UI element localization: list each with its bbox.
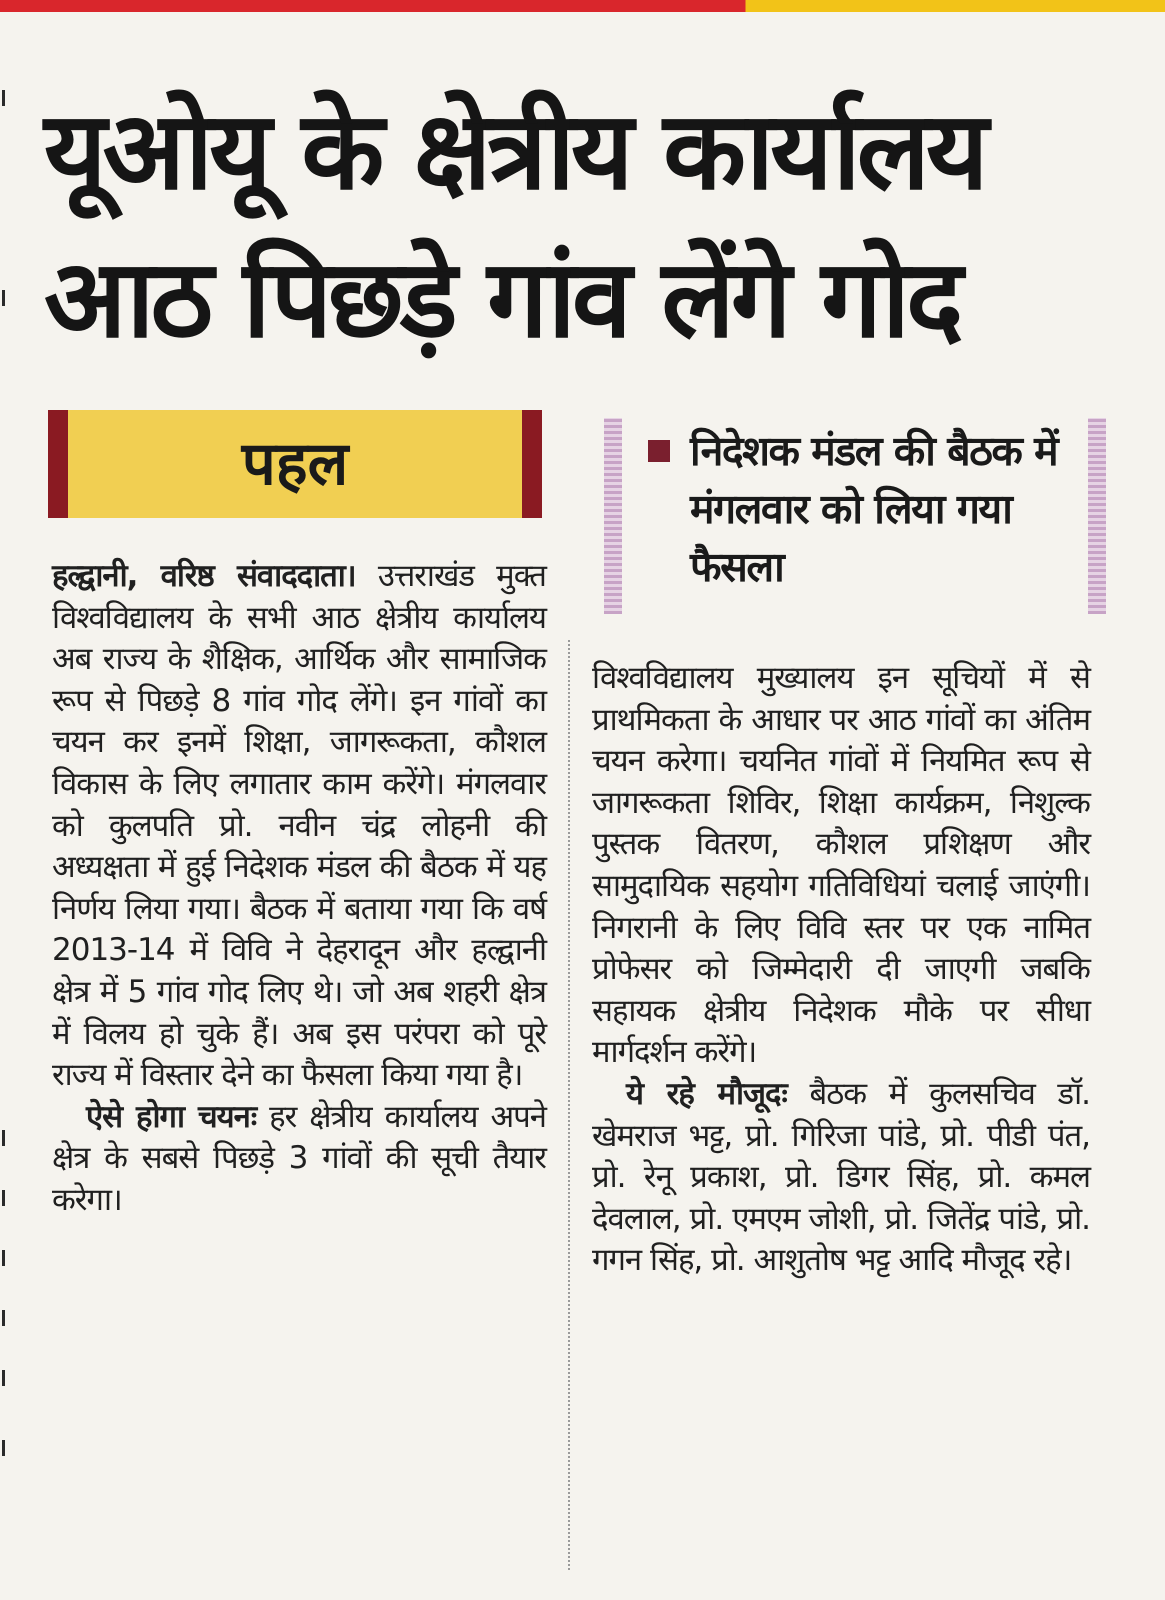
headline [44,78,1124,374]
article-paragraph-1: उत्तराखंड मुक्त विश्वविद्यालय के सभी आठ क्षेत्रीय कार्यालय अब राज्य के शैक्षिक, आर्थिक और सामाजिक रूप से पिछड़े 8 गांव गोद लेंगे। इन गांवों का चयन कर इनमें शिक्षा, जागरूकता, कौशल विकास के लिए लगातार काम करेंगे। मंगलवार को कुलपति प्रो. नवीन चंद्र लोहनी की अध्यक्षता में हुई निदेशक मंडल की बैठक में यह निर्णय लिया गया। बैठक में बताया गया कि वर्ष 2013-14 में विवि ने देहरादून और हल्द्वानी क्षेत्र में 5 गांव गोद लिए थे। जो अब शहरी क्षेत्र में विलय हो चुके हैं। अब इस परंपरा को पूरे राज्य में विस्तार देने का फैसला किया गया है। [52,558,546,1094]
callout-left-bar [604,418,622,614]
callout-text: निदेशक मंडल की बैठक में मंगलवार को लिया गया फैसला [690,427,1058,591]
section-tag-box [48,410,542,518]
article-paragraph-2: हर क्षेत्रीय कार्यालय अपने क्षेत्र के सबसे पिछड़े 3 गांवों की सूची तैयार करेगा। [52,1098,546,1218]
page-edge-marks [0,70,10,1570]
article-dateline: हल्द्वानी, वरिष्ठ संवाददाता। [52,558,356,594]
article-column-left [52,556,546,1222]
headline-line-1: यूओयू के क्षेत्रीय कार्यालय [44,89,985,214]
article-paragraph-3: विश्वविद्यालय मुख्यालय इन सूचियों में से प्राथमिकता के आधार पर आठ गांवों का अंतिम चयन करेगा। चयनित गांवों में नियमित रूप से जागरूकता शिविर, शिक्षा कार्यक्रम, निशुल्क पुस्तक वितरण, कौशल प्रशिक्षण और सामुदायिक सहयोग गतिविधियां चलाई जाएंगी। निगरानी के लिए विवि स्तर पर एक नामित प्रोफेसर को जिम्मेदारी दी जाएगी जबकि सहायक क्षेत्रीय निदेशक मौके पर सीधा मार्गदर्शन करेंगे। [592,660,1090,1071]
callout-right-bar [1088,418,1106,614]
headline-line-2: आठ पिछड़े गांव लेंगे गोद [44,237,960,362]
subhead-selection: ऐसे होगा चयनः [86,1098,257,1135]
callout-bullet-icon [648,440,670,462]
highlight-callout [604,418,1106,614]
article-lead-paragraph [52,556,546,1097]
column-divider [568,640,570,1570]
article-column-right [592,658,1090,1282]
article-selection-paragraph [52,1097,546,1222]
top-color-strip [0,0,1165,12]
subhead-attendees: ये रहे मौजूदः [626,1075,787,1112]
article-attendees-paragraph [592,1074,1090,1282]
article-paragraph-4: बैठक में कुलसचिव डॉ. खेमराज भट्ट, प्रो. गिरिजा पांडे, प्रो. पीडी पंत, प्रो. रेनू प्रकाश, प्रो. डिगर सिंह, प्रो. कमल देवलाल, प्रो. एमएम जोशी, प्रो. जितेंद्र पांडे, प्रो. गगन सिंह, प्रो. आशुतोष भट्ट आदि मौजूद रहे। [592,1075,1091,1279]
section-tag-label: पहल [241,429,349,499]
